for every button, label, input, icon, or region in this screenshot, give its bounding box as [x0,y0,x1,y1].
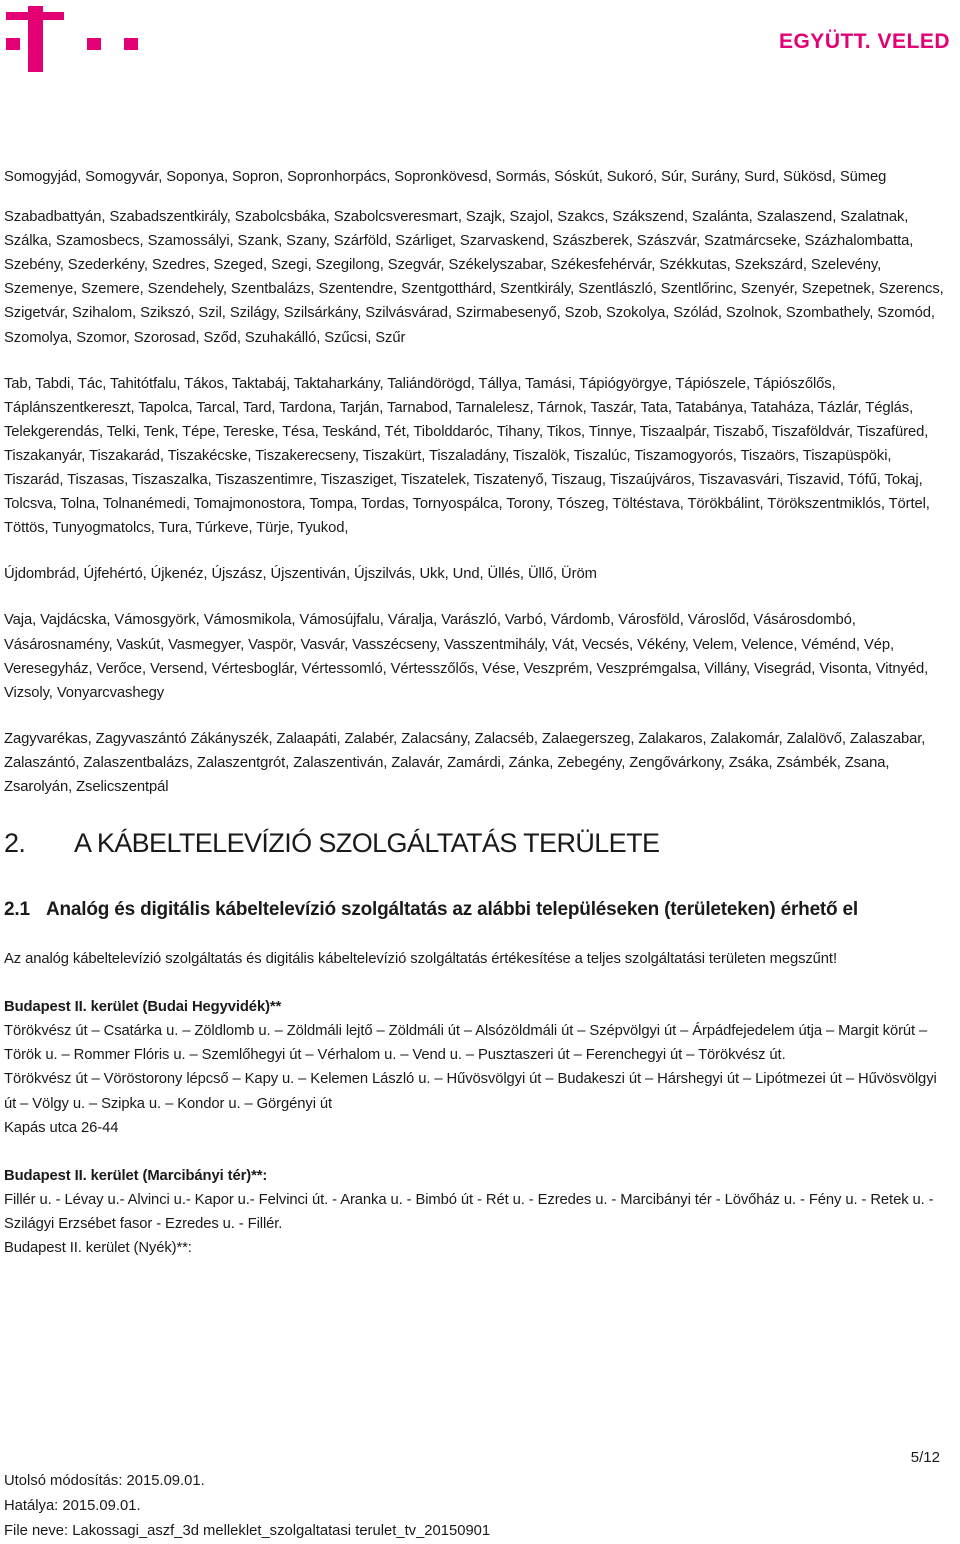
area-streets-2: Törökvész út – Vöröstorony lépcső – Kapy u. – Kelemen László u. – Hűvösvölgyi út – Budakeszi út – Hárshegyi út – Lipótmezei út – Hűvösvölgyi út – Völgy u. – Szipka u. – Kondor u. – Görgényi út [4,1071,937,1112]
page-number: 5/12 [910,1449,940,1466]
settlement-list-u: Újdombrád, Újfehértó, Újkenéz, Újszász, Újszentiván, Újszilvás, Ukk, Und, Üllés, Üllő, Üröm [4,566,597,583]
settlement-list-v: Vaja, Vajdácska, Vámosgyörk, Vámosmikola, Vámosújfalu, Váralja, Varászló, Varbó, Várdomb, Városföld, Városlőd, Vásárosdombó, Vásárosnamény, Vaskút, Vasmegyer, Vaspör, Vasvár, Vasszécseny, Vasszentmihály, Vát, Vecsés, Vékény, Velem, Velence, Véménd, Vép, Veresegyház, Verőce, Versend, Vértesboglár, Vértessomló, Vértesszőlős, Vése, Veszprém, Veszprémgalsa, Villány, Visegrád, Visonta, Vitnyéd, Vizsoly, Vonyarcvashegy [4,612,929,701]
area-heading-nyek: Budapest II. kerület (Nyék)**: [4,1240,192,1256]
settlement-list-sz: Szabadbattyán, Szabadszentkirály, Szabolcsbáka, Szabolcsveresmart, Szajk, Szajol, Szakcs, Szákszend, Szalánta, Szalaszend, Szalatnak, Szálka, Szamosbecs, Szamossályi, Szank, Szany, Szárföld, Szárliget, Szarvaskend, Szászberek, Szászvár, Szatmárcseke, Százhalombatta, Szebény, Szederkény, Szedres, Szeged, Szegi, Szegilong, Szegvár, Székelyszabar, Székesfehérvár, Székkutas, Szekszárd, Szelevény, Szemenye, Szemere, Szendehely, Szentbalázs, Szentendre, Szentgotthárd, Szentkirály, Szentlászló, Szentlőrinc, Szenyér, Szepetnek, Szerencs, Szigetvár, Szihalom, Szikszó, Szil, Szilágy, Szilsárkány, Szilvásvárad, Szirmabesenyő, Szob, Szokolya, Szólád, Szolnok, Szombathely, Szomód, Szomolya, Szomor, Szorosad, Sződ, Szuhakálló, Szűcsi, Szűr [4,209,944,346]
logo-dot-3 [124,38,138,50]
document-body [4,165,944,1260]
area-heading-marcibanyi: Budapest II. kerület (Marcibányi tér)**: [4,1167,268,1184]
area-streets-3: Kapás utca 26-44 [4,1119,119,1136]
footer-filename: File neve: Lakossagi_aszf_3d melleklet_szolgaltatasi terulet_tv_20150901 [4,1523,491,1539]
footer-effective: Hatálya: 2015.09.01. [4,1498,141,1514]
settlement-list-t: Tab, Tabdi, Tác, Tahitótfalu, Tákos, Taktabáj, Taktaharkány, Taliándörögd, Tállya, Tamási, Tápiógyörgye, Tápiószele, Tápiószőlős, Táplánszentkereszt, Tapolca, Tarcal, Tard, Tardona, Tarján, Tarnabod, Tarnalelesz, Tárnok, Taszár, Tata, Tatabánya, Tataháza, Tázlár, Téglás, Telekgerendás, Telki, Tenk, Tépe, Tereske, Tésa, Teskánd, Tét, Tibolddaróc, Tihany, Tikos, Tinnye, Tiszaalpár, Tiszabő, Tiszaföldvár, Tiszafüred, Tiszakanyár, Tiszakarád, Tiszakécske, Tiszakerecseny, Tiszakürt, Tiszaladány, Tiszalök, Tiszalúc, Tiszamogyorós, Tiszaörs, Tiszapüspöki, Tiszarád, Tiszasas, Tiszaszalka, Tiszaszentimre, Tiszasziget, Tiszatelek, Tiszatenyő, Tiszaug, Tiszaújváros, Tiszavasvári, Tiszavid, Tófű, Tokaj, Tolcsva, Tolna, Tolnanémedi, Tomajmonostora, Tompa, Tordas, Tornyospálca, Torony, Tószeg, Töltéstava, Törökbálint, Törökszentmiklós, Törtel, Töttös, Tunyogmatolcs, Tura, Túrkeve, Türje, Tyukod, [4,375,930,537]
area-streets-marcibanyi: Fillér u. - Lévay u.- Alvinci u.- Kapor u.- Felvinci út. - Aranka u. - Bimbó út - Rét u. - Ezredes u. - Marcibányi tér - Lövőház u. - Fény u. - Retek u. - Szilágyi Erzsébet fasor - Ezredes u. - Fillér. [4,1191,934,1232]
settlement-list-s: Somogyjád, Somogyvár, Soponya, Sopron, Sopronhorpács, Sopronkövesd, Sormás, Sóskút, Sukoró, Súr, Surány, Surd, Sükösd, Sümeg [4,169,887,185]
section-heading [4,827,944,859]
footer-modified: Utolsó módosítás: 2015.09.01. [4,1473,205,1489]
section-number: 2. [4,828,26,859]
logo-dot-1 [6,38,20,50]
subsection-number: 2.1 [4,899,30,921]
footer [4,1469,490,1544]
logo-dot-2 [87,38,101,50]
section-title: A KÁBELTELEVÍZIÓ SZOLGÁLTATÁS TERÜLETE [74,828,660,859]
area-streets-1: Törökvész út – Csatárka u. – Zöldlomb u. – Zöldmáli lejtő – Zöldmáli út – Alsózöldmáli út – Szépvölgyi út – Árpádfejedelem útja – Margit körút – Török u. – Rommer Flóris u. – Szemlőhegyi út – Vérhalom u. – Vend u. – Pusztaszeri út – Ferenchegyi út – Törökvész út. [4,1023,928,1064]
telekom-logo [6,6,144,72]
subsection-title: Analóg és digitális kábeltelevízió szolgáltatás az alábbi településeken (területeken) érhető el [46,899,858,921]
settlement-list-z: Zagyvarékas, Zagyvaszántó Zákányszék, Zalaapáti, Zalabér, Zalacsány, Zalacséb, Zalaegerszeg, Zalakaros, Zalakomár, Zalalövő, Zalaszabar, Zalaszántó, Zalaszentbalázs, Zalaszentgrót, Zalaszentiván, Zalavár, Zamárdi, Zánka, Zebegény, Zengővárkony, Zsáka, Zsámbék, Zsana, Zsarolyán, Zselicszentpál [4,730,926,795]
brand-slogan: EGYÜTT. VELED [778,30,950,53]
intro-paragraph: Az analóg kábeltelevízió szolgáltatás és digitális kábeltelevízió szolgáltatás értékesítése a teljes szolgáltatási területen megszűnt! [4,951,837,968]
area-heading-hegyvidek: Budapest II. kerület (Budai Hegyvidék)** [4,999,282,1016]
subsection-heading [4,897,944,923]
logo-t-stem [28,6,43,72]
